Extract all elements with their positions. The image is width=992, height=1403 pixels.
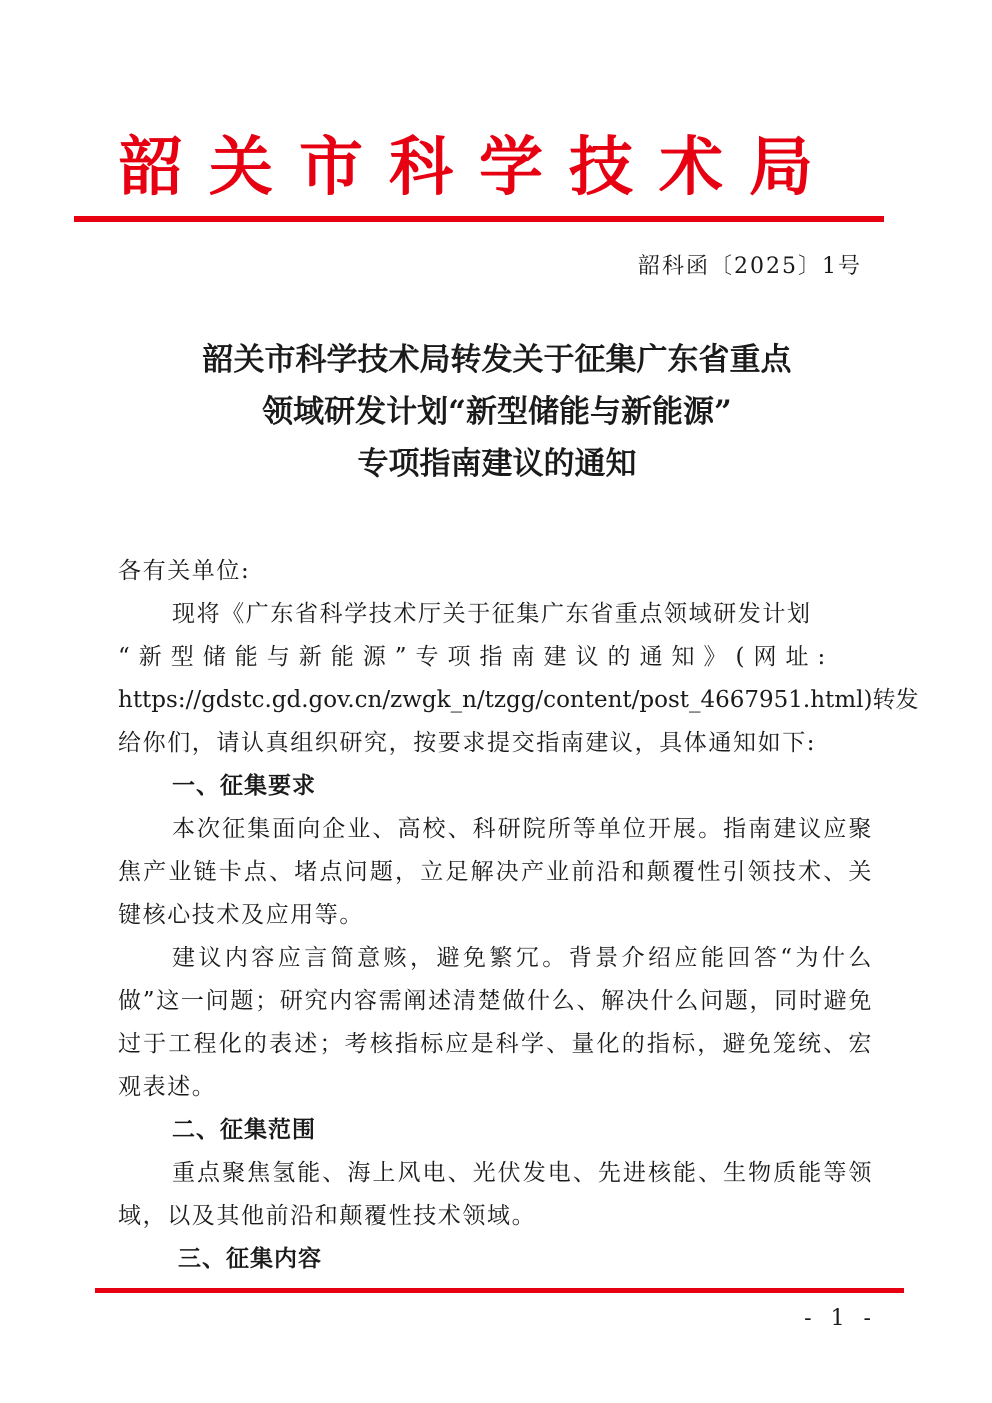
title-line-1: 韶关市科学技术局转发关于征集广东省重点 <box>202 342 792 378</box>
intro-line-2: “新型储能与新能源”专项指南建议的通知》(网址: <box>118 644 835 670</box>
header-red-rule <box>74 216 884 222</box>
section-2-paragraph-1: 重点聚焦氢能、海上风电、光伏发电、先进核能、生物质能等领域，以及其他前沿和颠覆性技术领域。 <box>118 1160 873 1229</box>
section-1-paragraph-2: 建议内容应言简意赅，避免繁冗。背景介绍应能回答“为什么做”这一问题；研究内容需阐述清楚做什么、解决什么问题，同时避免过于工程化的表述；考核指标应是科学、量化的指标，避免笼统、宏观表述。 <box>118 945 873 1100</box>
salutation: 各有关单位: <box>118 558 251 584</box>
title-line-3: 专项指南建议的通知 <box>357 446 637 482</box>
page-number: - 1 - <box>804 1306 877 1331</box>
intro-line-4: 给你们，请认真组织研究，按要求提交指南建议，具体通知如下: <box>118 730 817 756</box>
intro-line-1: 现将《广东省科学技术厅关于征集广东省重点领域研发计划 <box>172 601 812 627</box>
document-title <box>74 334 920 490</box>
title-line-2: 领域研发计划“新型储能与新能源” <box>262 394 732 430</box>
section-2-heading: 二、征集范围 <box>172 1117 316 1143</box>
section-3-heading: 三、征集内容 <box>178 1246 322 1272</box>
intro-url-line: https://gdstc.gd.gov.cn/zwgk_n/tzgg/content/post_4667951.html)转发 <box>118 687 919 713</box>
document-number: 韶科函〔2025〕1号 <box>638 254 862 279</box>
organization-header: 韶关市科学技术局 <box>119 130 839 205</box>
footer-red-rule <box>95 1288 904 1293</box>
section-1-heading: 一、征集要求 <box>172 773 316 799</box>
document-body <box>118 550 919 1281</box>
section-1-paragraph-1: 本次征集面向企业、高校、科研院所等单位开展。指南建议应聚焦产业链卡点、堵点问题，立足解决产业前沿和颠覆性引领技术、关键核心技术及应用等。 <box>118 816 873 928</box>
